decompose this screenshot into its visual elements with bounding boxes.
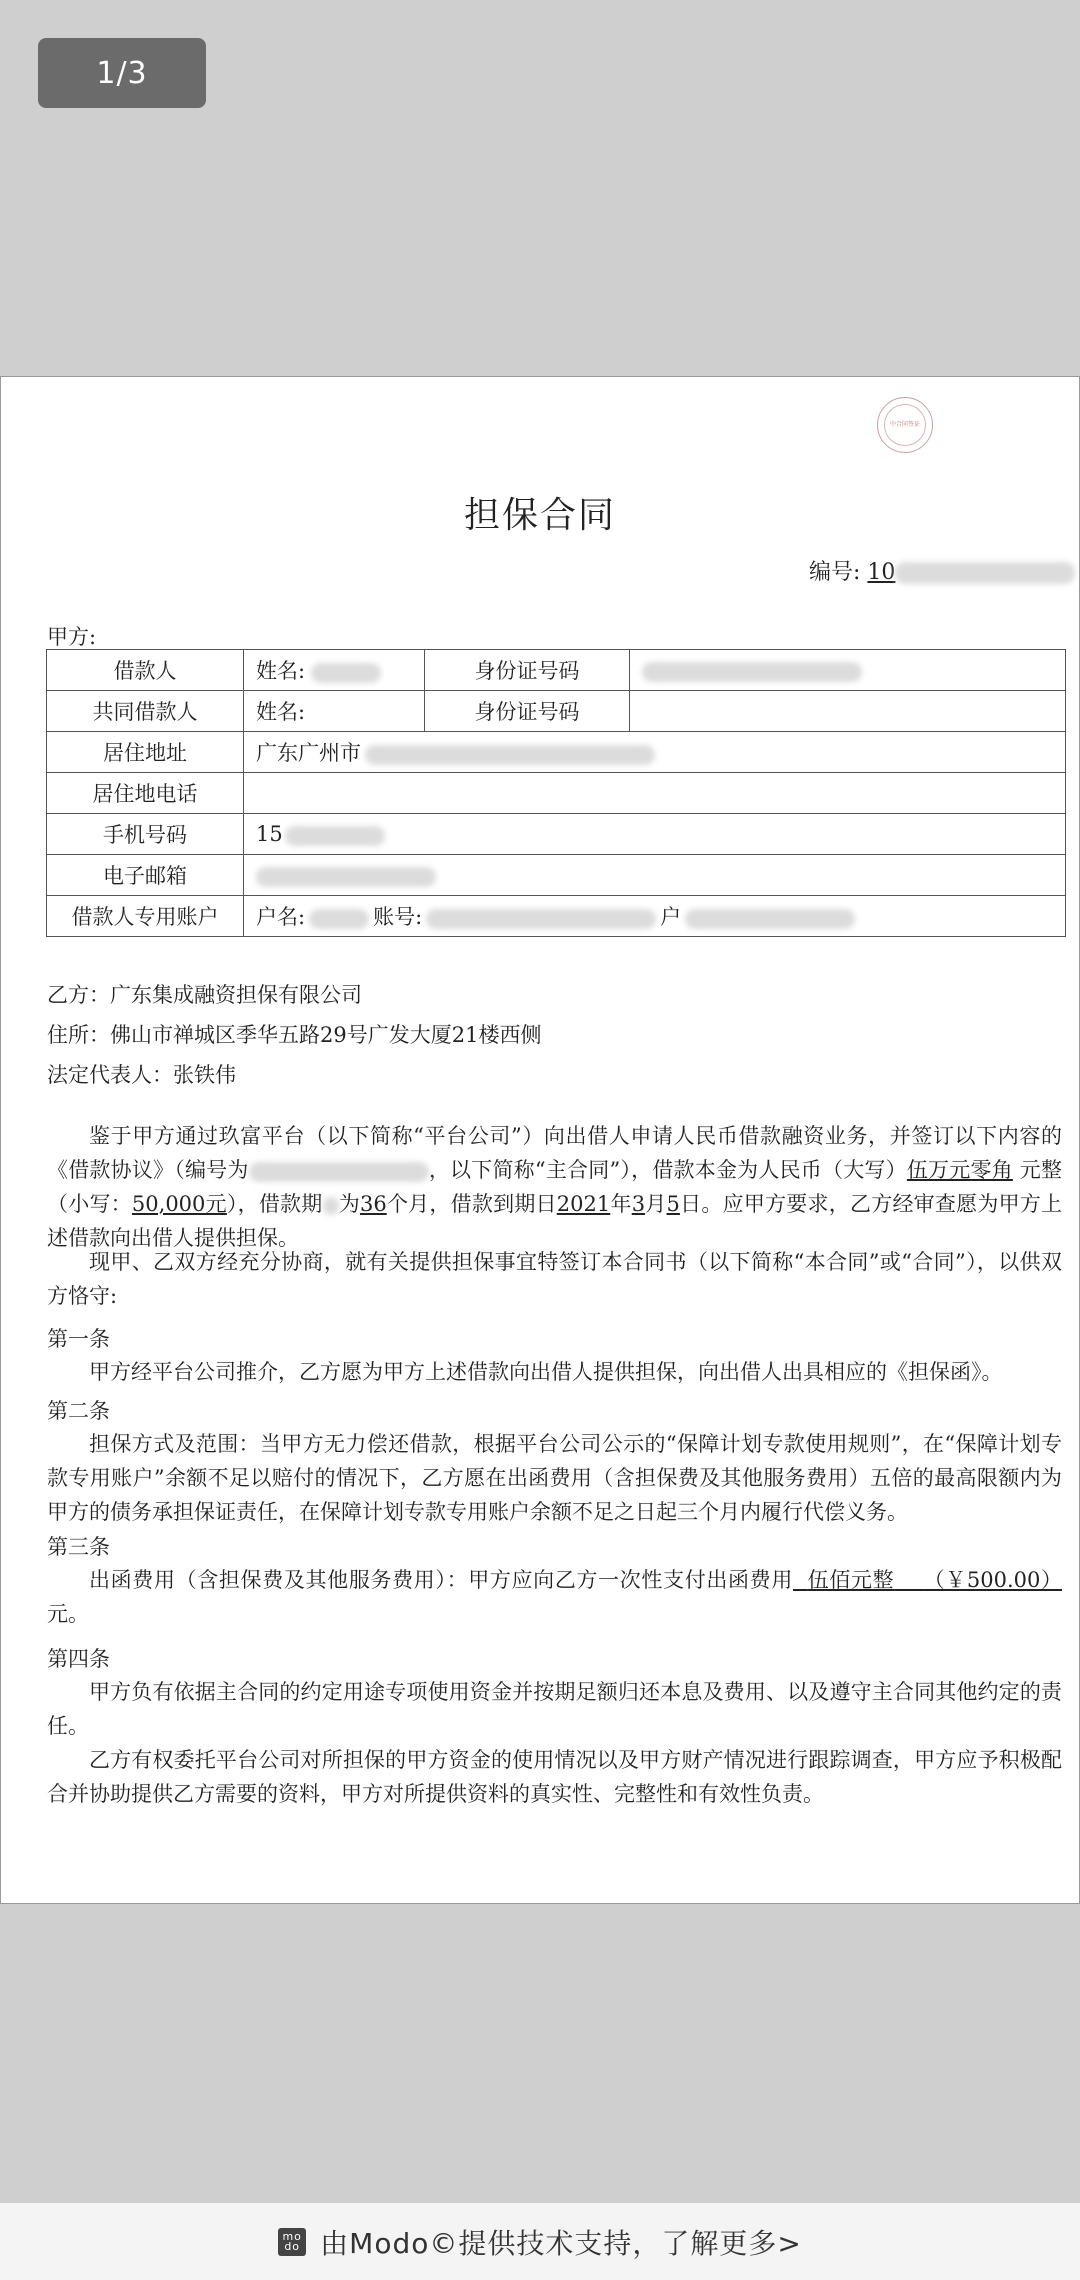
article-4-text-2: 乙方有权委托平台公司对所担保的甲方资金的使用情况以及甲方财产情况进行跟踪调查，甲方应予积极配合并协助提供乙方需要的资料，甲方对所提供资料的真实性、完整性和有效性负责。 (47, 1748, 1062, 1806)
article-4-text-1: 甲方负有依据主合同的约定用途专项使用资金并按期足额归还本息及费用、以及遵守主合同其他约定的责任。 (47, 1680, 1062, 1738)
article-3-title: 第三条 (47, 1535, 110, 1559)
article-1-title: 第一条 (47, 1327, 110, 1351)
document-title: 担保合同 (463, 495, 616, 536)
borrower-info-table (46, 649, 1066, 937)
contract-number: 编号: 10 (809, 555, 1075, 586)
article-2-text: 担保方式及范围：当甲方无力偿还借款，根据平台公司公示的“保障计划专款使用规则”，在“保障计划专款专用账户”余额不足以赔付的情况下，乙方愿在出函费用（含担保费及其他服务费用）五倍的最高限额内为甲方的债务承担保证责任，在保障计划专款专用账户余额不足之日起三个月内履行代偿义务。 (47, 1432, 1062, 1524)
article-3-text: 出函费用（含担保费及其他服务费用）：甲方应向乙方一次性支付出函费用 伍佰元整 （￥500.00）元。 (47, 1568, 1063, 1626)
article-2-title: 第二条 (47, 1399, 110, 1423)
intro-paragraph: 鉴于甲方通过玖富平台（以下简称“平台公司”）向出借人申请人民币借款融资业务，并签订以下内容的《借款协议》（编号为 ，以下简称“主合同”），借款本金为人民币（大写）伍万元零角 元整（小写：50,000元），借款期 为36个月，借款到期日2021年3月5日。应甲方要求，乙方经审查愿为甲方上述借款向出借人提供担保。 (47, 1124, 1063, 1250)
table-row: 手机号码 15 (47, 814, 1066, 855)
intro-paragraph-2: 现甲、乙双方经充分协商，就有关提供担保事宜特签订本合同书（以下简称“本合同”或“合同”），以供双方恪守: (47, 1250, 1062, 1308)
table-row: 居住地址 广东广州市 (47, 732, 1066, 773)
party-a-label: 甲方: (47, 625, 97, 649)
page-indicator: 1/3 (38, 38, 206, 108)
company-seal: 中合同签证 (877, 397, 933, 453)
modo-logo-icon: mo do (278, 2228, 306, 2256)
table-row: 借款人 姓名: 身份证号码 (47, 650, 1066, 691)
table-row: 共同借款人 姓名: 身份证号码 (47, 691, 1066, 732)
table-row: 借款人专用账户 户名: 账号: 户 (47, 896, 1066, 937)
article-4-title: 第四条 (47, 1647, 110, 1671)
document-page (0, 376, 1080, 1904)
party-b-address: 住所：佛山市禅城区季华五路29号广发大厦21楼西侧 (47, 1023, 542, 1047)
article-1-text: 甲方经平台公司推介，乙方愿为甲方上述借款向出借人提供担保，向出借人出具相应的《担保函》。 (89, 1360, 1003, 1384)
legal-representative: 法定代表人：张铁伟 (47, 1063, 236, 1087)
powered-by-footer[interactable] (0, 2203, 1080, 2280)
table-row: 居住地电话 (47, 773, 1066, 814)
table-row: 电子邮箱 (47, 855, 1066, 896)
footer-link-text[interactable]: 由Modo©提供技术支持，了解更多> (320, 2226, 802, 2260)
party-b: 乙方：广东集成融资担保有限公司 (47, 983, 362, 1007)
